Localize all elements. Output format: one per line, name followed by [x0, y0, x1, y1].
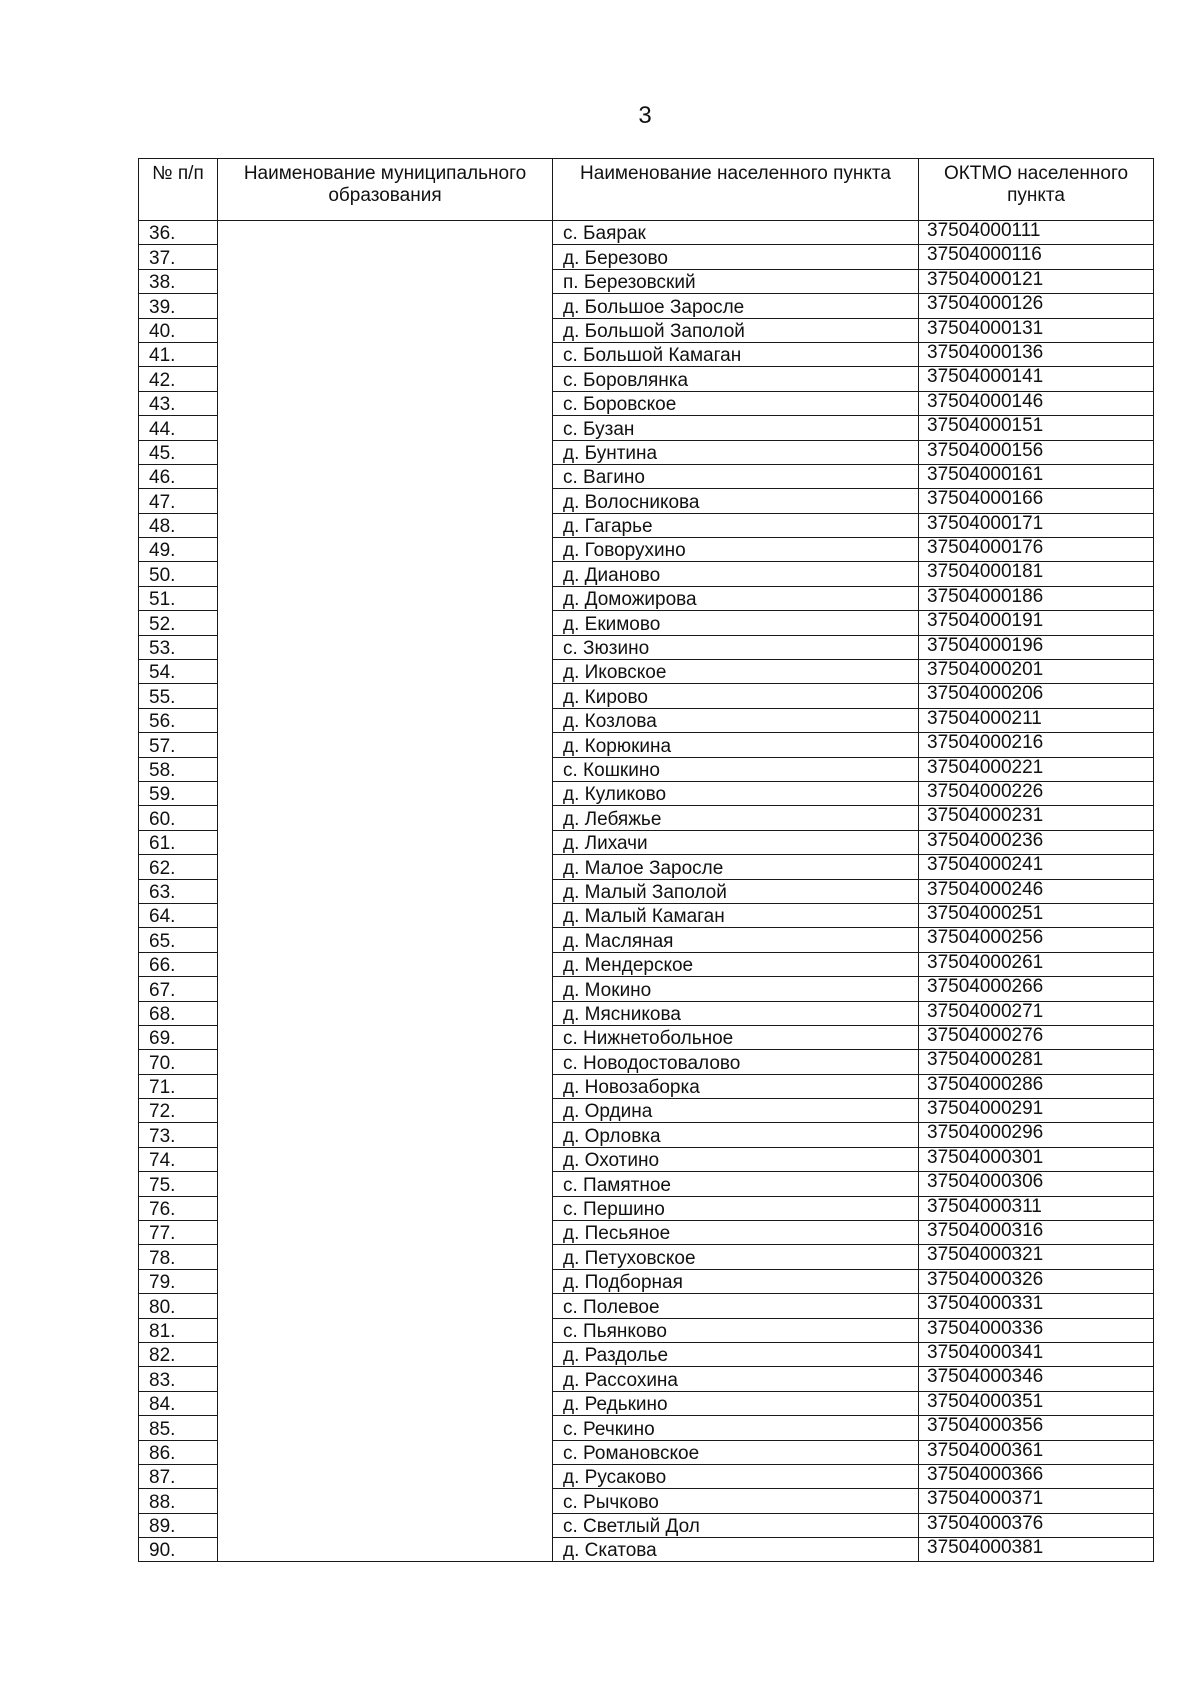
row-number: 87. — [139, 1464, 218, 1488]
oktmo-code: 37504000196 — [919, 635, 1154, 659]
row-number: 36. — [139, 221, 218, 245]
oktmo-code: 37504000271 — [919, 1001, 1154, 1025]
settlement-name: д. Малый Камаган — [553, 903, 919, 927]
settlement-name: с. Боровлянка — [553, 367, 919, 391]
header-num: № п/п — [139, 159, 218, 221]
oktmo-code: 37504000356 — [919, 1416, 1154, 1440]
oktmo-code: 37504000376 — [919, 1513, 1154, 1537]
oktmo-code: 37504000346 — [919, 1367, 1154, 1391]
oktmo-code: 37504000186 — [919, 586, 1154, 610]
row-number: 40. — [139, 318, 218, 342]
row-number: 68. — [139, 1001, 218, 1025]
oktmo-code: 37504000371 — [919, 1489, 1154, 1513]
settlement-name: д. Козлова — [553, 708, 919, 732]
row-number: 75. — [139, 1172, 218, 1196]
settlement-name: д. Орловка — [553, 1123, 919, 1147]
row-number: 65. — [139, 928, 218, 952]
settlement-name: д. Петуховское — [553, 1245, 919, 1269]
row-number: 56. — [139, 708, 218, 732]
oktmo-code: 37504000161 — [919, 464, 1154, 488]
oktmo-code: 37504000361 — [919, 1440, 1154, 1464]
oktmo-code: 37504000306 — [919, 1172, 1154, 1196]
oktmo-code: 37504000156 — [919, 440, 1154, 464]
oktmo-code: 37504000256 — [919, 928, 1154, 952]
settlement-name: д. Екимово — [553, 611, 919, 635]
row-number: 54. — [139, 660, 218, 684]
header-settlement-name: Наименование населенного пункта — [553, 159, 919, 221]
settlement-name: д. Охотино — [553, 1147, 919, 1171]
settlement-name: с. Бузан — [553, 416, 919, 440]
oktmo-code: 37504000211 — [919, 708, 1154, 732]
oktmo-code: 37504000166 — [919, 489, 1154, 513]
oktmo-code: 37504000191 — [919, 611, 1154, 635]
row-number: 55. — [139, 684, 218, 708]
settlement-name: д. Мендерское — [553, 952, 919, 976]
oktmo-code: 37504000336 — [919, 1318, 1154, 1342]
row-number: 46. — [139, 464, 218, 488]
settlement-name: д. Лихачи — [553, 830, 919, 854]
row-number: 37. — [139, 245, 218, 269]
settlement-name: д. Песьяное — [553, 1221, 919, 1245]
oktmo-code: 37504000216 — [919, 733, 1154, 757]
row-number: 66. — [139, 952, 218, 976]
settlement-name: д. Раздолье — [553, 1342, 919, 1366]
oktmo-code: 37504000281 — [919, 1050, 1154, 1074]
oktmo-code: 37504000221 — [919, 757, 1154, 781]
oktmo-code: 37504000116 — [919, 245, 1154, 269]
oktmo-code: 37504000276 — [919, 1025, 1154, 1049]
row-number: 38. — [139, 269, 218, 293]
oktmo-code: 37504000231 — [919, 806, 1154, 830]
settlement-name: д. Масляная — [553, 928, 919, 952]
oktmo-code: 37504000181 — [919, 562, 1154, 586]
settlement-name: д. Малое Заросле — [553, 855, 919, 879]
row-number: 70. — [139, 1050, 218, 1074]
row-number: 45. — [139, 440, 218, 464]
oktmo-code: 37504000126 — [919, 294, 1154, 318]
oktmo-code: 37504000366 — [919, 1464, 1154, 1488]
row-number: 48. — [139, 513, 218, 537]
row-number: 64. — [139, 903, 218, 927]
municipal-formation-cell — [218, 221, 553, 1562]
row-number: 51. — [139, 586, 218, 610]
row-number: 90. — [139, 1538, 218, 1562]
row-number: 61. — [139, 830, 218, 854]
row-number: 42. — [139, 367, 218, 391]
row-number: 58. — [139, 757, 218, 781]
row-number: 63. — [139, 879, 218, 903]
row-number: 76. — [139, 1196, 218, 1220]
row-number: 77. — [139, 1221, 218, 1245]
oktmo-code: 37504000351 — [919, 1391, 1154, 1415]
settlement-name: с. Полевое — [553, 1294, 919, 1318]
row-number: 80. — [139, 1294, 218, 1318]
row-number: 57. — [139, 733, 218, 757]
oktmo-code: 37504000301 — [919, 1147, 1154, 1171]
page-number: 3 — [638, 102, 652, 129]
table-header-row — [139, 159, 1154, 221]
row-number: 67. — [139, 977, 218, 1001]
row-number: 43. — [139, 391, 218, 415]
header-municipal-formation: Наименование муниципального образования — [218, 159, 553, 221]
oktmo-code: 37504000321 — [919, 1245, 1154, 1269]
oktmo-code: 37504000201 — [919, 660, 1154, 684]
settlement-name: с. Кошкино — [553, 757, 919, 781]
settlement-name: д. Малый Заполой — [553, 879, 919, 903]
settlement-name: д. Скатова — [553, 1538, 919, 1562]
row-number: 62. — [139, 855, 218, 879]
row-number: 74. — [139, 1147, 218, 1171]
row-number: 81. — [139, 1318, 218, 1342]
row-number: 79. — [139, 1269, 218, 1293]
settlement-name: с. Новодостовалово — [553, 1050, 919, 1074]
row-number: 60. — [139, 806, 218, 830]
header-oktmo: ОКТМО населенного пункта — [919, 159, 1154, 221]
settlements-table — [138, 158, 1154, 1562]
settlement-name: д. Большое Заросле — [553, 294, 919, 318]
settlement-name: д. Кирово — [553, 684, 919, 708]
row-number: 73. — [139, 1123, 218, 1147]
oktmo-code: 37504000296 — [919, 1123, 1154, 1147]
settlement-name: с. Вагино — [553, 464, 919, 488]
oktmo-code: 37504000226 — [919, 781, 1154, 805]
settlement-name: с. Большой Камаган — [553, 342, 919, 366]
row-number: 39. — [139, 294, 218, 318]
oktmo-code: 37504000176 — [919, 538, 1154, 562]
oktmo-code: 37504000131 — [919, 318, 1154, 342]
table-row — [139, 221, 1154, 245]
settlement-name: с. Нижнетобольное — [553, 1025, 919, 1049]
settlement-name: с. Рычково — [553, 1489, 919, 1513]
oktmo-code: 37504000121 — [919, 269, 1154, 293]
oktmo-code: 37504000206 — [919, 684, 1154, 708]
settlement-name: с. Першино — [553, 1196, 919, 1220]
table-body — [139, 221, 1154, 1562]
row-number: 53. — [139, 635, 218, 659]
settlement-name: д. Ордина — [553, 1099, 919, 1123]
settlement-name: с. Баярак — [553, 221, 919, 245]
oktmo-code: 37504000251 — [919, 903, 1154, 927]
settlement-name: д. Гагарье — [553, 513, 919, 537]
settlement-name: д. Бунтина — [553, 440, 919, 464]
row-number: 50. — [139, 562, 218, 586]
oktmo-code: 37504000316 — [919, 1221, 1154, 1245]
settlement-name: п. Березовский — [553, 269, 919, 293]
settlement-name: с. Светлый Дол — [553, 1513, 919, 1537]
row-number: 85. — [139, 1416, 218, 1440]
settlement-name: д. Дианово — [553, 562, 919, 586]
oktmo-code: 37504000286 — [919, 1074, 1154, 1098]
oktmo-code: 37504000261 — [919, 952, 1154, 976]
row-number: 88. — [139, 1489, 218, 1513]
row-number: 71. — [139, 1074, 218, 1098]
settlement-name: д. Корюкина — [553, 733, 919, 757]
oktmo-code: 37504000236 — [919, 830, 1154, 854]
settlement-name: д. Говорухино — [553, 538, 919, 562]
oktmo-code: 37504000111 — [919, 221, 1154, 245]
oktmo-code: 37504000266 — [919, 977, 1154, 1001]
oktmo-code: 37504000291 — [919, 1099, 1154, 1123]
settlement-name: с. Зюзино — [553, 635, 919, 659]
oktmo-code: 37504000331 — [919, 1294, 1154, 1318]
oktmo-code: 37504000311 — [919, 1196, 1154, 1220]
row-number: 86. — [139, 1440, 218, 1464]
settlement-name: д. Редькино — [553, 1391, 919, 1415]
row-number: 72. — [139, 1099, 218, 1123]
settlement-name: с. Пьянково — [553, 1318, 919, 1342]
row-number: 78. — [139, 1245, 218, 1269]
settlement-name: д. Мясникова — [553, 1001, 919, 1025]
oktmo-code: 37504000151 — [919, 416, 1154, 440]
settlement-name: д. Куликово — [553, 781, 919, 805]
settlement-name: д. Доможирова — [553, 586, 919, 610]
oktmo-code: 37504000141 — [919, 367, 1154, 391]
settlement-name: д. Большой Заполой — [553, 318, 919, 342]
oktmo-code: 37504000171 — [919, 513, 1154, 537]
oktmo-code: 37504000341 — [919, 1342, 1154, 1366]
settlement-name: д. Мокино — [553, 977, 919, 1001]
row-number: 44. — [139, 416, 218, 440]
oktmo-code: 37504000381 — [919, 1538, 1154, 1562]
row-number: 82. — [139, 1342, 218, 1366]
row-number: 83. — [139, 1367, 218, 1391]
row-number: 52. — [139, 611, 218, 635]
row-number: 69. — [139, 1025, 218, 1049]
row-number: 84. — [139, 1391, 218, 1415]
settlement-name: д. Волосникова — [553, 489, 919, 513]
settlement-name: д. Березово — [553, 245, 919, 269]
settlement-name: с. Речкино — [553, 1416, 919, 1440]
row-number: 89. — [139, 1513, 218, 1537]
settlement-name: д. Новозаборка — [553, 1074, 919, 1098]
settlement-name: с. Памятное — [553, 1172, 919, 1196]
settlement-name: д. Подборная — [553, 1269, 919, 1293]
row-number: 41. — [139, 342, 218, 366]
oktmo-code: 37504000246 — [919, 879, 1154, 903]
settlement-name: д. Иковское — [553, 660, 919, 684]
row-number: 47. — [139, 489, 218, 513]
settlement-name: д. Русаково — [553, 1464, 919, 1488]
row-number: 59. — [139, 781, 218, 805]
settlement-name: д. Рассохина — [553, 1367, 919, 1391]
settlement-name: д. Лебяжье — [553, 806, 919, 830]
oktmo-code: 37504000241 — [919, 855, 1154, 879]
settlement-name: с. Боровское — [553, 391, 919, 415]
oktmo-code: 37504000326 — [919, 1269, 1154, 1293]
row-number: 49. — [139, 538, 218, 562]
settlement-name: с. Романовское — [553, 1440, 919, 1464]
oktmo-code: 37504000136 — [919, 342, 1154, 366]
oktmo-code: 37504000146 — [919, 391, 1154, 415]
